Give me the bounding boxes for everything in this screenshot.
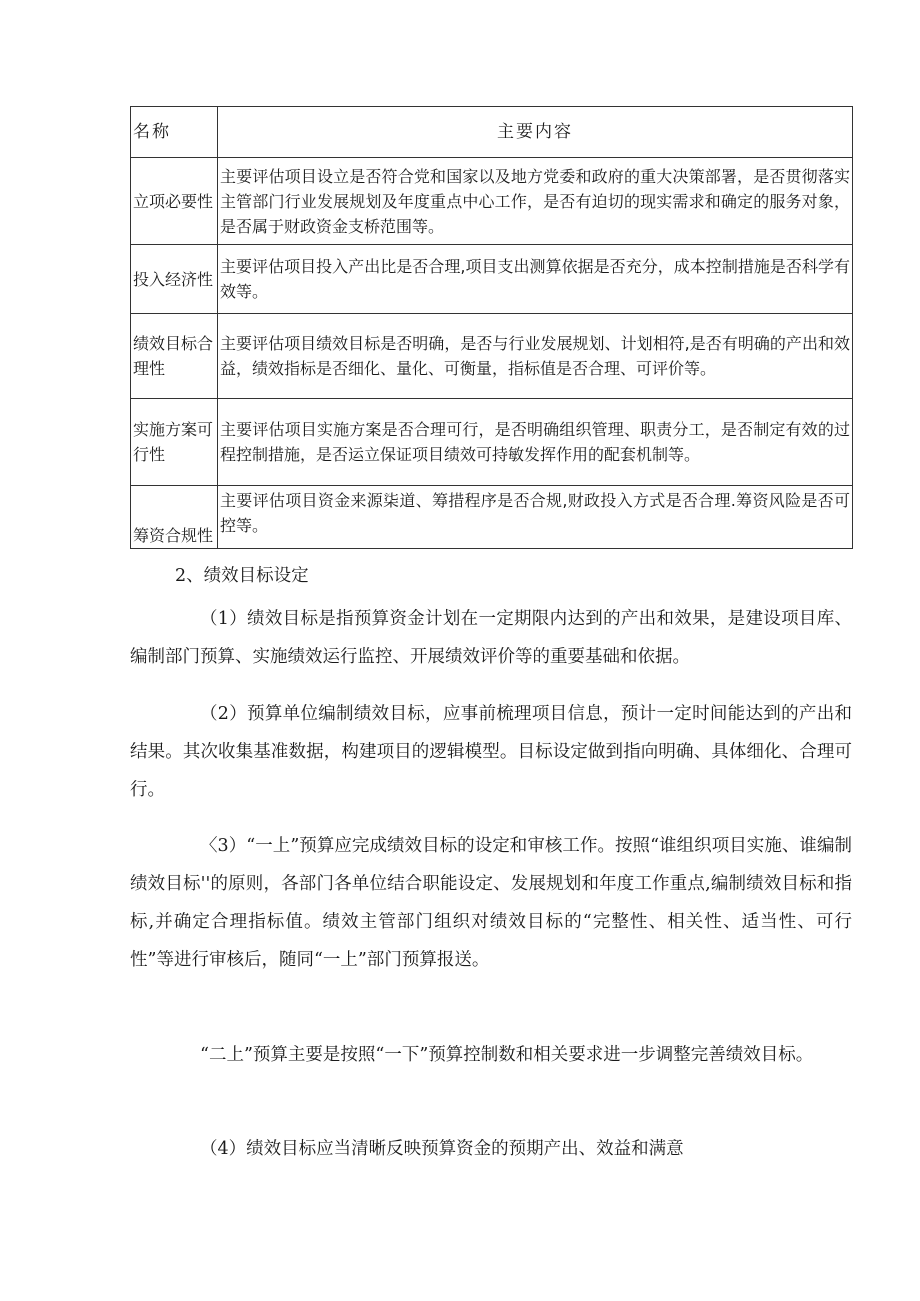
row-content: 主要评估项目资金来源柒道、筹措程序是否合规,财政投入方式是否合理.筹资风险是否可控等。: [218, 486, 853, 549]
row-content: 主要评估项目实施方案是否合理可行，是否明确组织管理、职责分工，是否制定有效的过程控制措施，是否运立保证项目绩效可持敏发挥作用的配套机制等。: [218, 399, 853, 486]
table-row: [131, 399, 853, 486]
header-name: 名称: [131, 107, 218, 158]
paragraph-4: “二上”预算主要是按照“一下”预算控制数和相关要求进一步调整完善绩效目标。: [200, 1045, 814, 1065]
header-content: 主要内容: [218, 107, 853, 158]
row-name: 投入经济性: [131, 245, 218, 314]
table-row: [131, 486, 853, 549]
table-header-row: [131, 107, 853, 158]
table-row: [131, 314, 853, 399]
paragraph-3: 〈3）“一上”预算应完成绩效目标的设定和审核工作。按照“谁组织项目实施、谁编制绩效目标''的原则，各部门各单位结合职能设定、发展规划和年度工作重点,编制绩效目标和指标,并确定合理指标值。绩效主管部门组织对绩效目标的“完整性、相关性、适当性、可行性”等进行审核后，随同“一上”部门预算报送。: [130, 836, 852, 970]
paragraph-5: （4）绩效目标应当清晰反映预算资金的预期产出、效益和满意: [200, 1139, 684, 1159]
table-row: [131, 158, 853, 245]
evaluation-table: [130, 106, 853, 549]
paragraph-1: （1）绩效目标是指预算资金计划在一定期限内达到的产出和效果，是建设项目库、编制部门预算、实施绩效运行监控、开展绩效评价等的重要基础和依据。: [130, 609, 852, 667]
row-content: 主要评估项目投入产出比是否合理,项目支出测算依据是否充分，成本控制措施是否科学有效等。: [218, 245, 853, 314]
row-content: 主要评估项目绩效目标是否明确，是否与行业发展规划、计划相符,是否有明确的产出和效益，绩效指标是否细化、量化、可衡量，指标值是否合理、可评价等。: [218, 314, 853, 399]
row-name: 立项必要性: [131, 158, 218, 245]
row-name: 筹资合规性: [131, 486, 218, 549]
row-name: 绩效目标合理性: [131, 314, 218, 399]
section-heading: 2、绩效目标设定: [175, 566, 309, 586]
row-content: 主要评估项目设立是否符合党和国家以及地方党委和政府的重大决策部署，是否贯彻落实主管部门行业发展规划及年度重点中心工作，是否有迫切的现实需求和确定的服务对象，是否属于财政资金支桥范围等。: [218, 158, 853, 245]
row-name: 实施方案可行性: [131, 399, 218, 486]
paragraph-2: （2）预算单位编制绩效目标，应事前梳理项目信息，预计一定时间能达到的产出和结果。其次收集基准数据，构建项目的逻辑模型。目标设定做到指向明确、具体细化、合理可行。: [130, 704, 852, 800]
table-row: [131, 245, 853, 314]
